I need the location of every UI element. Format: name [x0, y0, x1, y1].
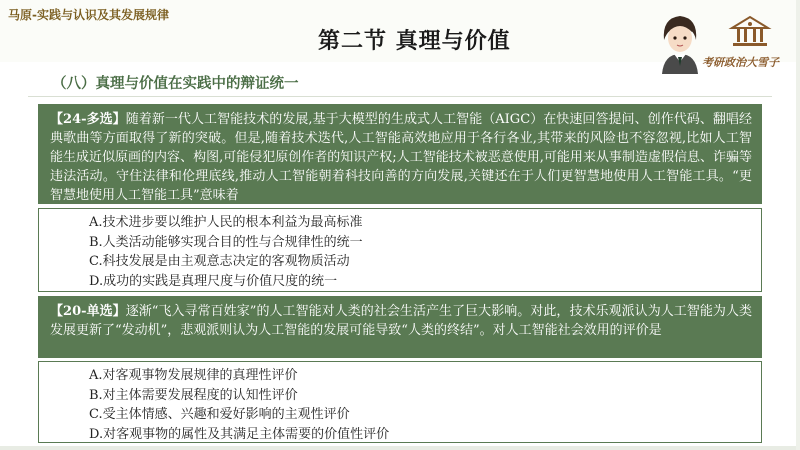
question-1-option-b[interactable]: B.人类活动能够实现合目的性与合规律性的统一: [89, 234, 363, 250]
question-2-option-d[interactable]: D.对客观事物的属性及其满足主体需要的价值性评价: [89, 426, 390, 442]
question-1-option-a[interactable]: A.技术进步要以维护人民的根本利益为最高标准: [89, 215, 363, 230]
right-edge: [796, 0, 800, 450]
avatar-portrait-icon: [656, 10, 704, 74]
question-1-options: [38, 208, 762, 292]
question-2-stem: [38, 296, 762, 358]
brand-logo-text: 考研政治大雪子: [702, 56, 779, 69]
question-1-tag: 【24-多选】: [50, 112, 126, 127]
question-1-stem: [38, 104, 762, 204]
question-2-option-c[interactable]: C.受主体情感、兴趣和爱好影响的主观性评价: [89, 407, 350, 422]
course-title: 马原-实践与认识及其发展规律: [8, 8, 169, 22]
question-2-option-b[interactable]: B.对主体需要发展程度的认知性评价: [89, 387, 298, 403]
question-2-options: [38, 361, 762, 443]
question-2-option-a[interactable]: A.对客观事物发展规律的真理性评价: [89, 368, 298, 383]
subsection-title: （八）真理与价值在实践中的辩证统一: [52, 76, 299, 92]
question-1-option-d[interactable]: D.成功的实践是真理尺度与价值尺度的统一: [89, 273, 338, 289]
section-title: 第二节 真理与价值: [318, 29, 511, 54]
question-2-tag: 【20-单选】: [50, 304, 126, 319]
building-logo-icon: [728, 14, 772, 48]
question-1-option-c[interactable]: C.科技发展是由主观意志决定的客观物质活动: [89, 254, 350, 269]
bottom-edge: [0, 446, 800, 450]
question-1-text: 随着新一代人工智能技术的发展,基于大模型的生成式人工智能（AIGC）在快速回答提问、创作代码、翻唱经典歌曲等方面取得了新的突破。但是,随着技术迭代,人工智能高效地应用于各行各业,其带来的风险也不容忽视,比如人工智能生成近似原画的内容、构图,可能侵犯原创作者的知识产权;人工智能技术被恶意使用,可能用来从事制造虚假信息、诈骗等违法活动。守住法律和伦理底线,推动人工智能朝着科技向善的方向发展,关键还在于人们更智慧地使用人工智能工具。“更智慧地使用人工智能工具”意味着: [50, 112, 752, 203]
brand-area: [650, 8, 800, 76]
question-2-text: 逐渐“飞入寻常百姓家”的人工智能对人类的社会生活产生了巨大影响。对此，技术乐观派认为人工智能为人类发展更新了“发动机”，悲观派则认为人工智能的发展可能导致“人类的终结”。对人工智能社会效用的评价是: [50, 304, 752, 338]
header-divider: [28, 96, 772, 97]
